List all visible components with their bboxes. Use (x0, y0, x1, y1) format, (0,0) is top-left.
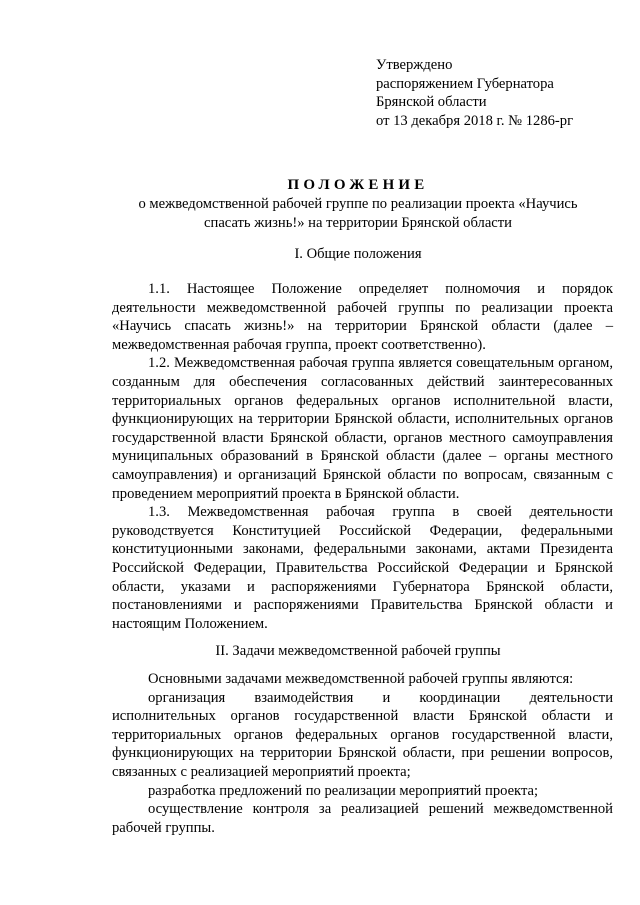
document-title: ПОЛОЖЕНИЕ (287, 177, 429, 193)
paragraph-2-task-1: организация взаимодействия и координации деятельности исполнительных органов государственной власти Брянской области и территориальных органов федеральных органов государственной власти, функционирующих на территории Брянской области, при решении вопросов, связанных с реализацией мероприятий проекта; (112, 689, 613, 780)
subtitle-line-2: спасать жизнь!» на территории Брянской области (204, 214, 512, 231)
approval-line-2: распоряжением Губернатора (376, 75, 554, 92)
paragraph-1-2: 1.2. Межведомственная рабочая группа является совещательным органом, созданным для обеспечения согласованных действий заинтересованных территориальных органов федеральных органов исполнительной власти, функционирующих на территории Брянской области, исполнительных органов государственной власти Брянской области, органов местного самоуправления муниципальных образований в Брянской области (далее – органы местного самоуправления) и организаций Брянской области по вопросам, связанным с проведением мероприятий проекта в Брянской области. (112, 355, 613, 502)
document-subtitle (0, 195, 640, 232)
section-2-heading: II. Задачи межведомственной рабочей группы (215, 643, 501, 659)
approval-line-4: от 13 декабря 2018 г. № 1286-рг (376, 112, 574, 129)
paragraph-2-task-2: разработка предложений по реализации мероприятий проекта; (148, 782, 539, 799)
approval-line-3: Брянской области (376, 94, 487, 111)
section-2-body (112, 670, 613, 837)
paragraph-2-task-3: осуществление контроля за реализацией решений межведомственной рабочей группы. (112, 801, 613, 836)
approval-line-1: Утверждено (376, 57, 453, 73)
subtitle-line-1: о межведомственной рабочей группе по реализации проекта «Научись (138, 196, 578, 212)
approval-stamp (376, 56, 573, 130)
paragraph-1-3: 1.3. Межведомственная рабочая группа в своей деятельности руководствуется Конституцией Российской Федерации, федеральными конституционными законами, федеральными законами, актами Президента Российской Федерации, Правительства Российской Федерации и Брянской области, указами и распоряжениями Губернатора Брянской области, постановлениями и распоряжениями Правительства Брянской области и настоящим Положением. (112, 504, 613, 632)
section-1-heading: I. Общие положения (294, 246, 422, 262)
paragraph-2-intro: Основными задачами межведомственной рабочей группы являются: (148, 671, 574, 687)
section-1-body (112, 280, 613, 633)
paragraph-1-1: 1.1. Настоящее Положение определяет полномочия и порядок деятельности межведомственной рабочей группы по реализации проекта «Научись спасать жизнь!» на территории Брянской области (далее – межведомственная рабочая группа, проект соответственно). (112, 281, 613, 353)
